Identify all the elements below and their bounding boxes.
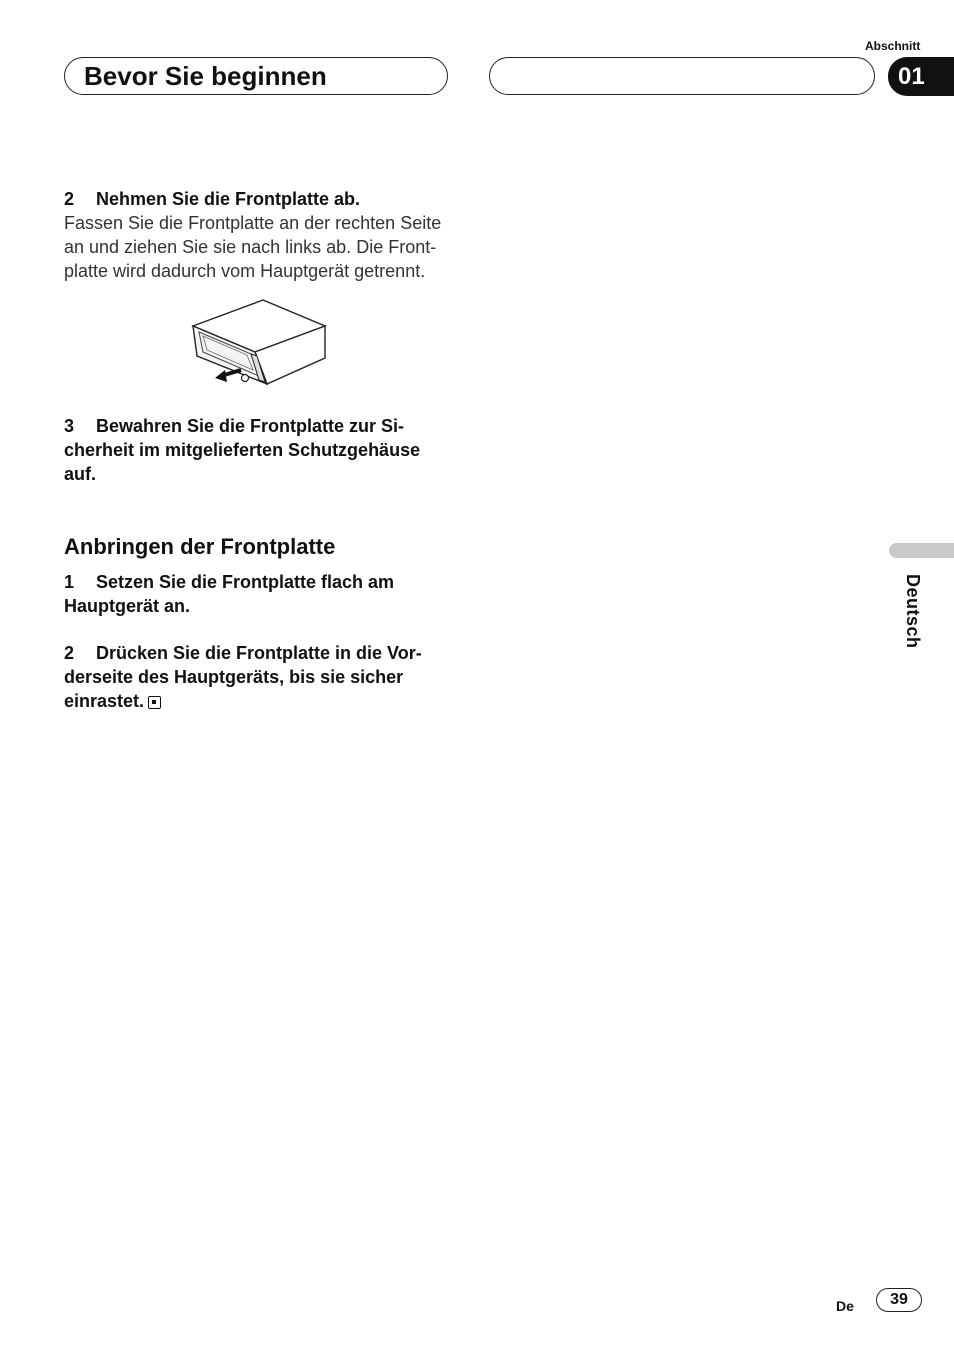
step-attach-flat	[64, 570, 454, 618]
step-number: 1	[64, 572, 75, 592]
step-title-line	[64, 689, 454, 713]
chapter-title: Bevor Sie beginnen	[84, 61, 327, 91]
step-title-line	[64, 641, 454, 665]
step-title-text: Drücken Sie die Frontplatte in die Vor-	[96, 643, 422, 663]
step-title	[64, 187, 454, 211]
step-press-until-click	[64, 641, 454, 713]
language-tab-label: Deutsch	[903, 574, 923, 649]
step-title-text: Bewahren Sie die Frontplatte zur Si-	[96, 416, 405, 436]
step-number: 3	[64, 416, 75, 436]
front-panel-removal-illustration	[185, 296, 330, 388]
step-body	[64, 211, 454, 283]
body-line: platte wird dadurch vom Hauptgerät getrennt.	[64, 261, 426, 281]
step-title-line	[64, 570, 454, 594]
body-line: Fassen Sie die Frontplatte an der rechten Seite	[64, 213, 442, 233]
language-tab-bar	[889, 543, 954, 558]
body-line: an und ziehen Sie sie nach links ab. Die Front-	[64, 237, 437, 257]
step-remove-front-panel	[64, 187, 454, 283]
header-blank-box	[489, 57, 875, 95]
step-title-line	[64, 414, 454, 438]
section-label: Abschnitt	[865, 39, 921, 53]
step-title-text: einrastet.	[64, 691, 145, 711]
step-store-front-panel	[64, 414, 454, 486]
section-heading: Anbringen der Frontplatte	[64, 534, 336, 559]
page-number: 39	[876, 1288, 922, 1312]
step-title-line: Hauptgerät an.	[64, 596, 191, 616]
step-title-line: derseite des Hauptgeräts, bis sie sicher	[64, 667, 404, 687]
chapter-title-box	[64, 57, 448, 95]
step-title-line: auf.	[64, 464, 97, 484]
footer-language-code: De	[836, 1298, 854, 1314]
chapter-number-tab: 01	[888, 57, 954, 96]
step-title-text: Setzen Sie die Frontplatte flach am	[96, 572, 395, 592]
step-number: 2	[64, 189, 75, 209]
step-number: 2	[64, 643, 75, 663]
step-title-text: Nehmen Sie die Frontplatte ab.	[96, 189, 361, 209]
step-title-line: cherheit im mitgelieferten Schutzgehäuse	[64, 440, 421, 460]
end-of-section-icon	[148, 696, 161, 709]
